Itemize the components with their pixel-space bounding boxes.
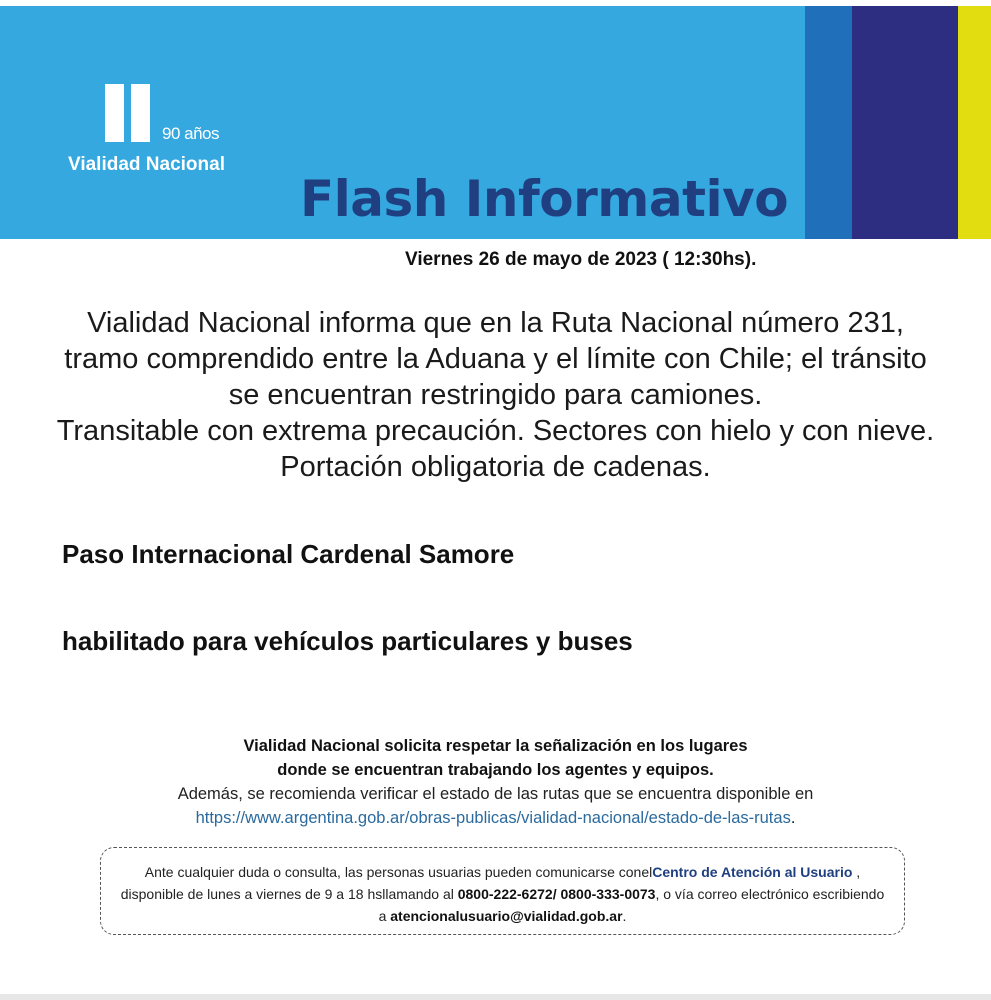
notice-text: Además, se recomienda verificar el estado de las rutas que se encuentra disponible en — [177, 785, 814, 803]
page-title: Flash Informativo — [300, 170, 789, 228]
bottom-divider — [0, 994, 991, 1000]
announcement-line: Portación obligatoria de cadenas. — [280, 451, 711, 483]
notice-bold-line: Vialidad Nacional solicita respetar la señalización en los lugares — [243, 737, 748, 755]
stripe-yellow — [958, 6, 991, 239]
announcement-line: Vialidad Nacional informa que en la Ruta Nacional número 231, — [87, 307, 904, 339]
paso-status: habilitado para vehículos particulares y buses — [62, 626, 633, 656]
contact-text: Ante cualquier duda o consulta, las personas usuarias pueden comunicarse conel — [144, 864, 653, 880]
notice-link-line — [100, 806, 891, 830]
contact-box — [100, 847, 905, 935]
contact-phones[interactable]: 0800-222-6272/ 0800-333-0073 — [457, 886, 656, 902]
announcement-line: tramo comprendido entre la Aduana y el límite con Chile; el tránsito — [64, 343, 927, 375]
paso-heading: Paso Internacional Cardenal Samore — [62, 539, 515, 569]
logo-name: Vialidad Nacional — [68, 154, 225, 175]
notice-block — [100, 734, 891, 830]
contact-text: , disponible de lunes a viernes de 9 a 18 hsllamando al — [120, 864, 861, 902]
logo-anniversary: 90 años — [162, 124, 219, 143]
estado-rutas-link[interactable]: https://www.argentina.gob.ar/obras-publicas/vialidad-nacional/estado-de-las-rutas — [195, 809, 791, 827]
notice-link-suffix: . — [790, 809, 796, 827]
notice-bold-line: donde se encuentran trabajando los agentes y equipos. — [277, 761, 714, 779]
vialidad-logo-icon — [105, 84, 155, 142]
announcement-line: se encuentran restringido para camiones. — [228, 379, 763, 411]
date-line: Viernes 26 de mayo de 2023 ( 12:30hs). — [405, 249, 757, 270]
logo-bar-left — [105, 84, 124, 142]
stripe-blue — [805, 6, 852, 239]
announcement-line: Transitable con extrema precaución. Sectores con hielo y con nieve. — [56, 415, 935, 447]
stripe-navy — [852, 6, 958, 239]
contact-text: , o vía correo electrónico escribiendo a — [378, 886, 885, 924]
contact-text: . — [622, 908, 627, 924]
contact-center-label: Centro de Atención al Usuario — [652, 864, 853, 880]
main-announcement — [0, 305, 991, 485]
logo-bar-right — [131, 84, 150, 142]
contact-email[interactable]: atencionalusuario@vialidad.gob.ar — [390, 908, 623, 924]
